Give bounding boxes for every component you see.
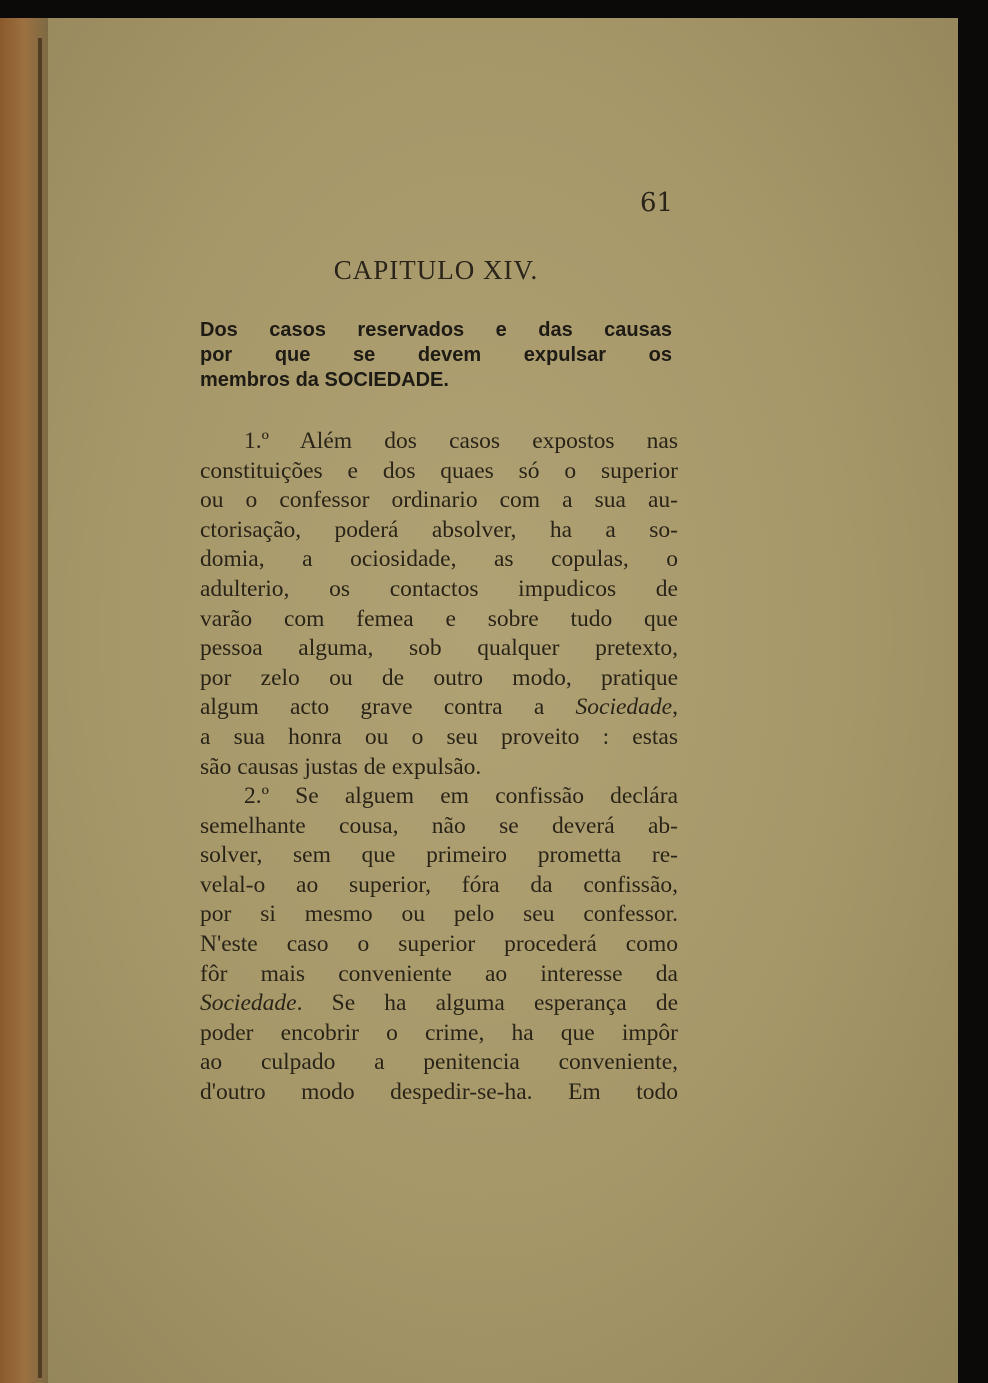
text-line: 1.º Além dos casos expostos nas [244,428,678,454]
text-line: fôr mais conveniente ao interesse da [200,960,678,987]
text-line: são causas justas de expulsão. [200,753,482,780]
text-line: varão com femea e sobre tudo que [200,605,678,632]
text-line: pessoa alguma, sob qualquer pretexto, [200,635,678,662]
text-line: d'outro modo despedir-se-ha. Em todo [200,1079,678,1105]
text-line: semelhante cousa, não se deverá ab- [200,812,678,839]
text-line: N'este caso o superior procederá como [200,931,678,957]
text-line: domia, a ociosidade, as copulas, o [200,546,678,573]
text-line: velal-o ao superior, fóra da confissão, [200,871,678,898]
italic-word: Sociedade [575,694,673,721]
chapter-heading: CAPITULO XIV. [333,255,539,285]
subtitle-line: Dos casos reservados e das causas [200,319,672,341]
text-line: solver, sem que primeiro prometta re- [200,842,678,869]
subtitle-line: membros da SOCIEDADE. [200,369,449,391]
binding-edge [0,18,48,1383]
text-line: a sua honra ou o seu proveito : estas [200,724,678,750]
text-line: por zelo ou de outro modo, pratique [200,664,678,691]
text-line: ctorisação, poderá absolver, ha a so- [200,516,678,543]
text-line: Sociedade. Se ha alguma esperança de [200,990,678,1017]
text-line: constituições e dos quaes só o superior [200,457,678,484]
text-line: poder encobrir o crime, ha que impôr [200,1019,678,1046]
text-line: algum acto grave contra a Sociedade, [200,694,678,721]
text-line: 2.º Se alguem em confissão declára [244,783,678,809]
italic-word: Sociedade [200,990,297,1017]
subtitle-line: por que se devem expulsar os [200,344,672,366]
text-line: ao culpado a penitencia conveniente, [200,1049,678,1076]
text-line: ou o confessor ordinario com a sua au- [200,487,678,514]
page-number: 61 [640,188,674,218]
text-line: por si mesmo ou pelo seu confessor. [200,901,678,928]
text-line: adulterio, os contactos impudicos de [200,576,678,602]
